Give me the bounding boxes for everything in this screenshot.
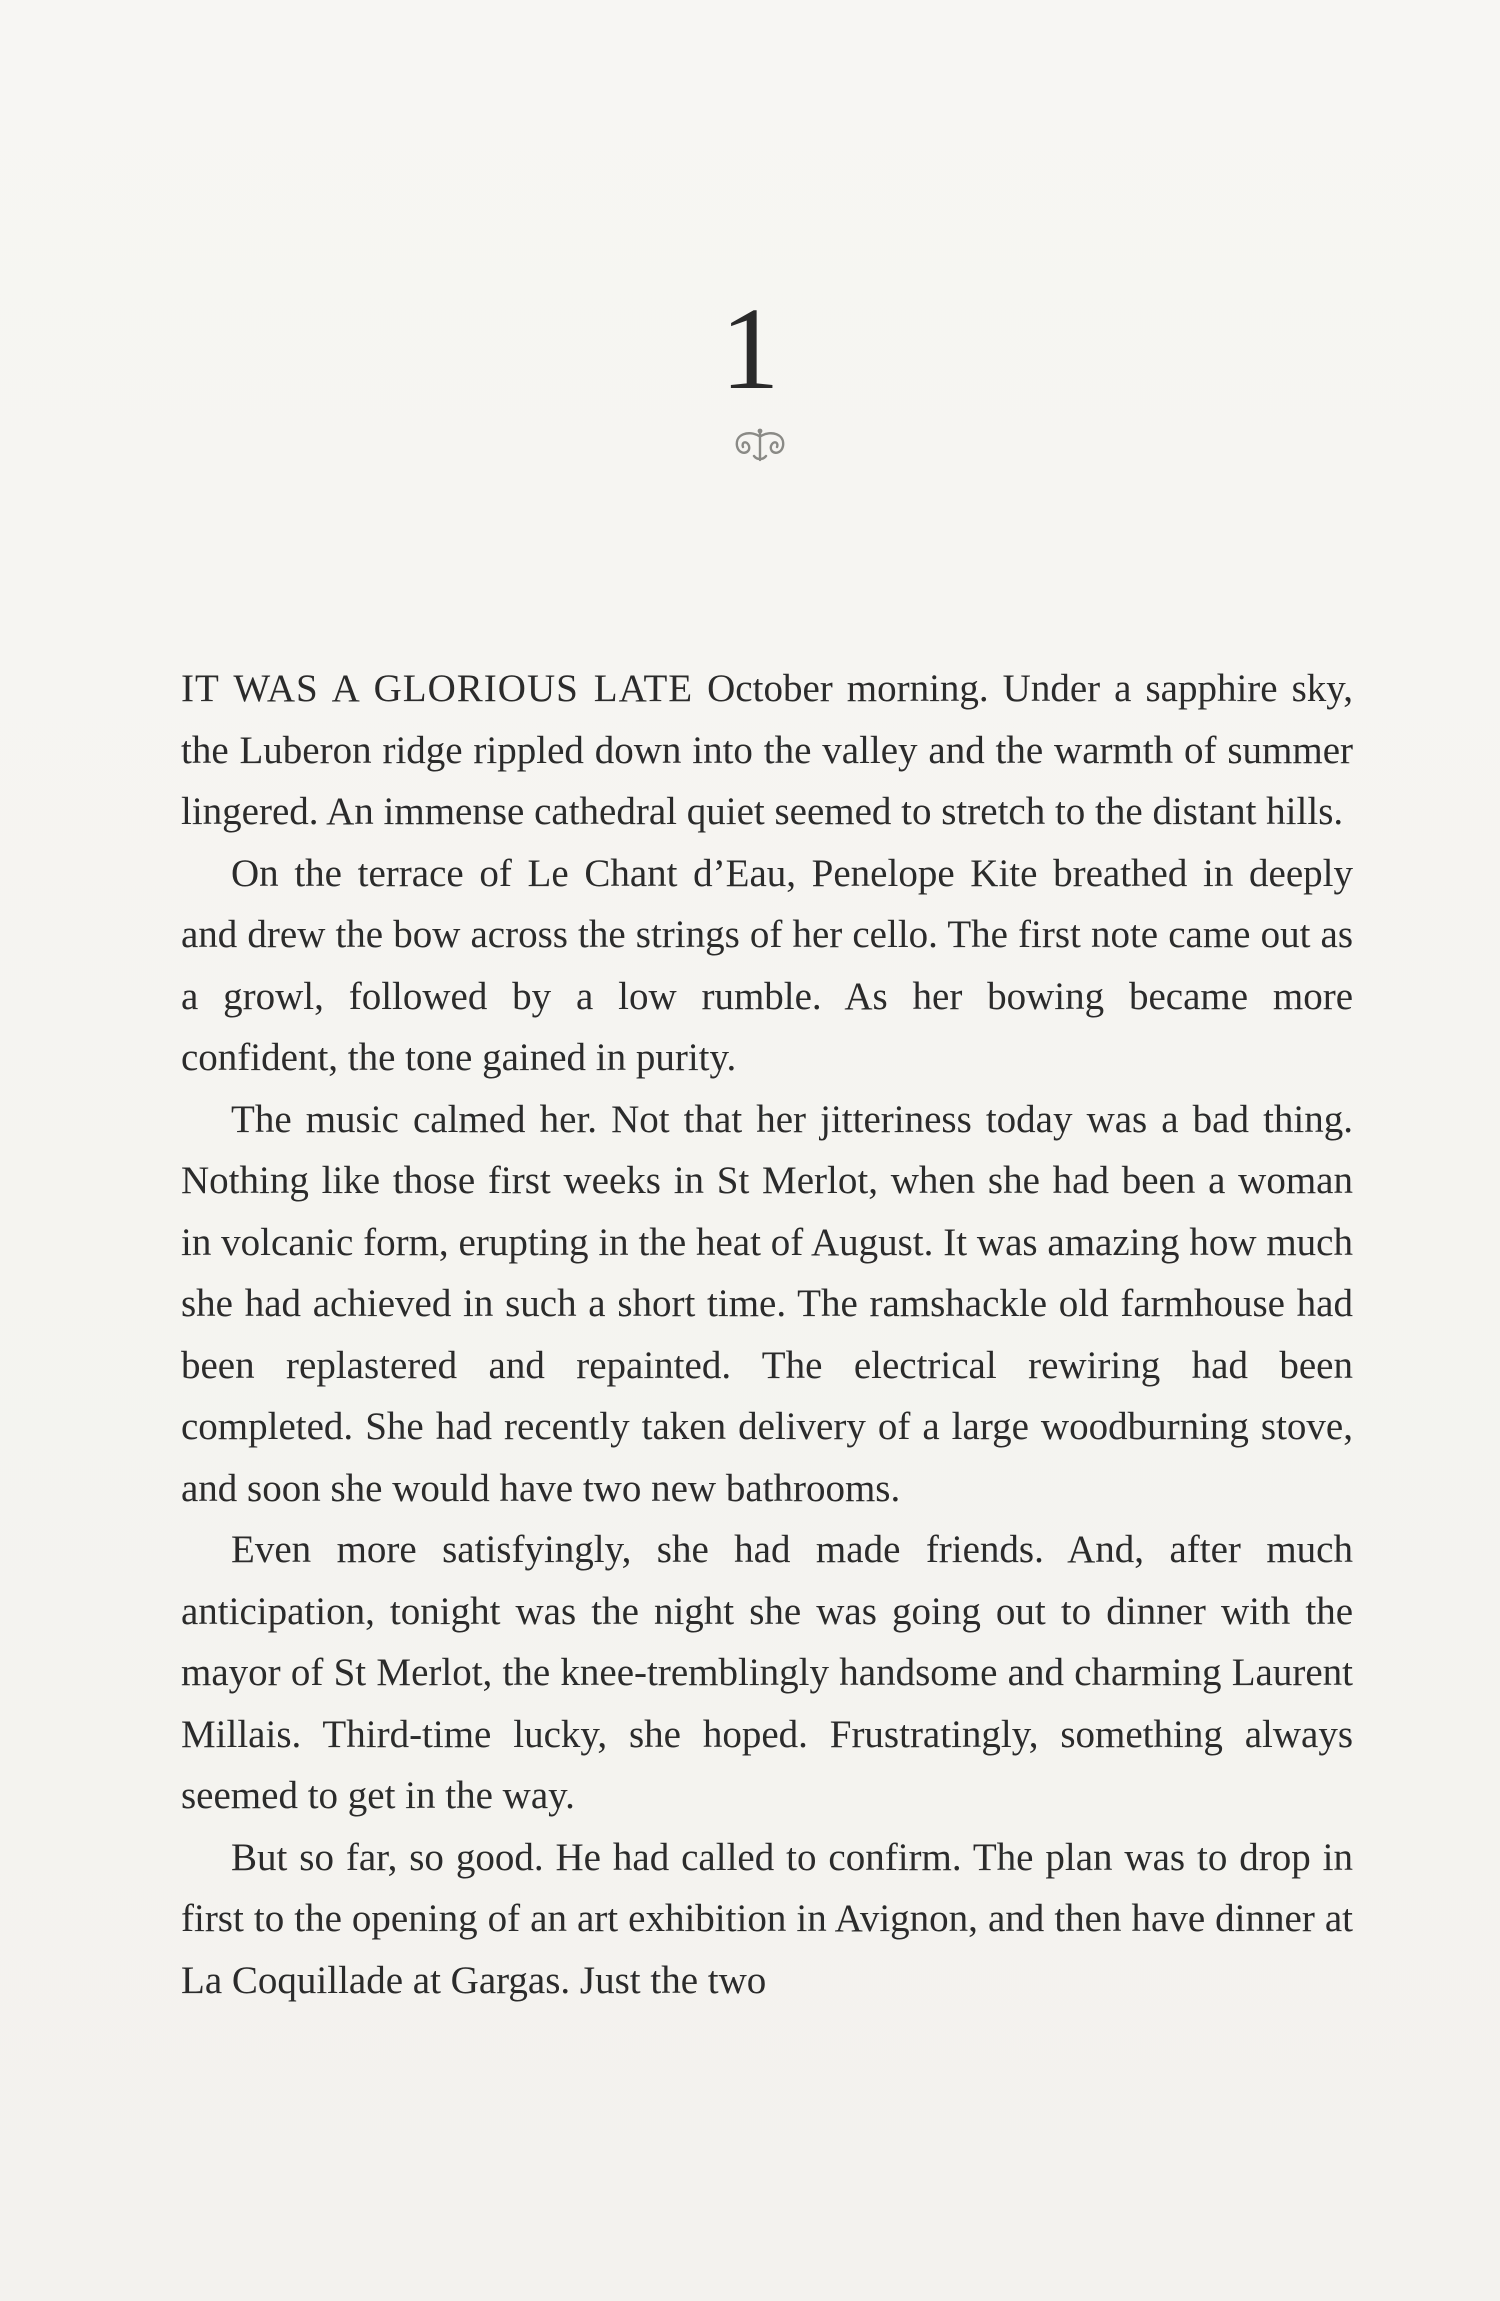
opening-smallcaps: IT WAS A GLORIOUS LATE xyxy=(181,667,694,710)
chapter-body xyxy=(181,658,1353,2011)
paragraph: The music calmed her. Not that her jitteriness today was a bad thing. Nothing like those first weeks in St Merlot, when she had been a woman in volcanic form, erupting in the heat of August. It was amazing how much she had achieved in such a short time. The ramshackle old farmhouse had been replastered and repainted. The electrical rewiring had been completed. She had recently taken delivery of a large woodburning stove, and soon she would have two new bathrooms. xyxy=(181,1097,1353,1510)
paragraph: On the terrace of Le Chant d’Eau, Penelope Kite breathed in deeply and drew the bow across the strings of her cello. The first note came out as a growl, followed by a low rumble. As her bowing became more confident, the tone gained in purity. xyxy=(181,851,1353,1079)
chapter-number: 1 xyxy=(720,283,780,414)
paragraph: Even more satisfyingly, she had made friends. And, after much anticipation, tonight was the night she was going out to dinner with the mayor of St Merlot, the knee-tremblingly handsome and charming Laurent Millais. Third-time lucky, she hoped. Frustratingly, something always seemed to get in the way. xyxy=(181,1528,1353,1817)
paragraph: But so far, so good. He had called to confirm. The plan was to drop in first to the opening of an art exhibition in Avignon, and then have dinner at La Coquillade at Gargas. Just the two xyxy=(181,1835,1353,2002)
flourish-icon xyxy=(725,426,795,466)
paragraph-text: October morning. Under a sapphire sky, the Luberon ridge rippled down into the valley and the warmth of summer lingered. An immense cathedral quiet seemed to stretch to the distant hills. xyxy=(181,667,1353,833)
paragraph xyxy=(181,658,1353,843)
